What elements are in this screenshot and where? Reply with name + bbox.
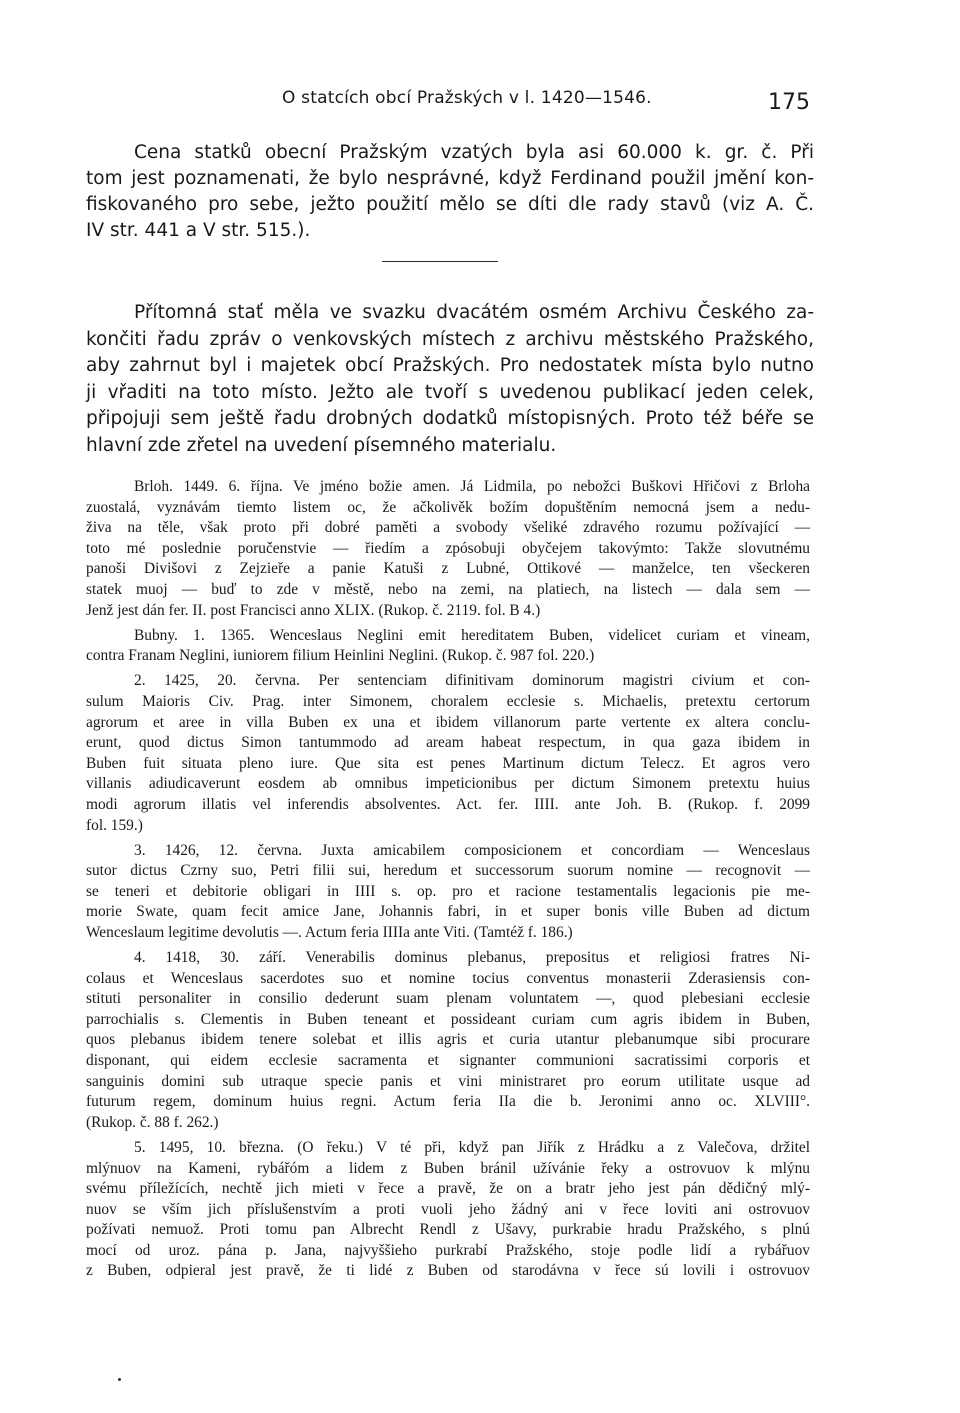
running-title: O statcích obcí Pražských v l. 1420—1546. bbox=[282, 88, 652, 108]
record-bubny-3 bbox=[86, 841, 810, 944]
text-line: stituti personaliter in consilio dederunt suam plenam voluntatem —, quod plebesiani ecclesie bbox=[86, 990, 810, 1008]
editorial-note bbox=[86, 300, 814, 459]
text-line: modi agrorum illatis vel inferendis absolventes. Act. fer. IIII. ante Joh. B. (Rukop. f. 2099 bbox=[86, 795, 810, 813]
text-line: svému příležících, nechtě jich mieti v řece a pravě, že on a bratr jeho jest pán dědičný mlý- bbox=[86, 1180, 810, 1198]
text-line: Wenceslaum legitime devolutis —. Actum feria IIIIa ante Viti. (Tamtéž f. 186.) bbox=[86, 923, 573, 941]
text-line: Brloh. 1449. 6. října. Ve jméno božie amen. Já Lidmila, po nebožci Buškovi Hřičovi z Brloha bbox=[134, 478, 810, 495]
text-line: panoši Divišovi z Zejzieře a panie Katuši z Lubné, Ottikové — manželce, ten všeckeren bbox=[86, 560, 810, 578]
text-line: disponant, qui eidem ecclesie sacramenta et signanter communioni sacratissimi corporis et bbox=[86, 1052, 810, 1070]
text-line: aby zahrnut byl i majetek obcí Pražských. Pro nedostatek místa bylo nutno bbox=[86, 355, 814, 376]
text-line: fol. 159.) bbox=[86, 816, 143, 834]
text-line: (Rukop. č. 88 f. 262.) bbox=[86, 1113, 219, 1131]
text-line: mlýnuov na Kameni, rybářóm a lidem z Buben bránil užívánie řeky a ostrovuov k mlýnu bbox=[86, 1159, 810, 1177]
text-line: Jenž jest dán fer. II. post Francisci anno XLIX. (Rukop. č. 2119. fol. B 4.) bbox=[86, 601, 541, 619]
text-line: se teneri et debitorie obligari in IIII s. op. pro et racione testamentalis legacionis pie me- bbox=[86, 882, 810, 900]
text-line: sanguinis domini sub utraque specie panis et vini ministraret pro eorum utilitate usque ad bbox=[86, 1072, 810, 1090]
text-line: 4. 1418, 30. září. Venerabilis dominus plebanus, prepositus et religiosi fratres Ni- bbox=[134, 949, 810, 967]
record-bubny-2 bbox=[86, 671, 810, 836]
text-line: parrochialis s. Clementis in Buben teneant et possideant curiam cum agris ibidem in Buben, bbox=[86, 1010, 810, 1028]
text-line: quos plebanus ibidem tenere solebat et illis agris et curia utantur plebanumque sibi procurare bbox=[86, 1031, 810, 1049]
text-line: ji vřaditi na toto místo. Ježto ale tvoří s uvedenou publikací jeden celek, bbox=[86, 381, 814, 403]
text-line: připojuji sem ještě řadu drobných dodatků místopisných. Proto též béře se bbox=[86, 408, 814, 429]
text-line: sutor dictus Czrny suo, Petri filii sui, heredum et successorum suorum nomine — recognovit — bbox=[86, 862, 810, 880]
text-line: živa na těle, však proto při dobré paměti a svobody všeliké zdravého rozumu požívající — bbox=[86, 519, 810, 537]
text-line: Buben fuit situata pleno iure. Que sita est penes Martinum dictum Telecz. Et agros vero bbox=[86, 754, 810, 772]
text-line: fiskovaného pro sebe, ježto použití mělo se díti dle rady stavů (viz A. Č. bbox=[86, 194, 814, 215]
text-line: toto mé poslednie poručenstvie — řiedím a zpósobuji obyčejem takovýmto: Takže slovutnému bbox=[86, 539, 810, 557]
text-line: Přítomná stať měla ve svazku dvacátém osmém Archivu Českého za- bbox=[134, 302, 814, 323]
record-brloh bbox=[86, 477, 810, 621]
text-line: Cena statků obecní Pražským vzatých byla asi 60.000 k. gr. č. Při bbox=[134, 142, 814, 163]
text-line: IV str. 441 a V str. 515.). bbox=[86, 220, 311, 241]
text-line: colaus et Wenceslaus sacerdotes suo et nomine tocius conventus monasterii Zderasiensis con- bbox=[86, 969, 810, 987]
text-line: hlavní zde zřetel na uvedení písemného materialu. bbox=[86, 434, 557, 456]
record-bubny-4 bbox=[86, 948, 810, 1133]
text-line: z Buben, odpieral jest pravě, že ti lidé z Buben od starodávna v řece sú lovili i ostrovuov bbox=[86, 1262, 810, 1280]
text-line: morie Swate, quam fecit amice Jane, Johannis fabri, in et super bonis ville Buben ad dictum bbox=[86, 903, 810, 921]
text-line: Bubny. 1. 1365. Wenceslaus Neglini emit hereditatem Buben, videlicet curiam et vineam, bbox=[134, 626, 810, 644]
record-bubny-5 bbox=[86, 1138, 810, 1282]
text-line: erunt, quod dictus Simon tantummodo ad aream habeat respectum, in qua gaza ibidem in bbox=[86, 734, 810, 752]
text-line: sulum Maioris Civ. Prag. inter Simonem, choralem ecclesie s. Michaelis, pretextu certorum bbox=[86, 692, 810, 710]
text-line: tom jest poznamenati, že bylo nesprávné, když Ferdinand použil jmění kon- bbox=[86, 168, 814, 189]
text-line: 3. 1426, 12. června. Juxta amicabilem composicionem et concordiam — Wenceslaus bbox=[134, 841, 810, 859]
text-line: zuostalá, vyznávám tiemto listem oc, že ačkolivěk božím dopuštěním nemocná jsem a nedu- bbox=[86, 498, 810, 516]
record-bubny-1 bbox=[86, 626, 810, 667]
print-speck bbox=[118, 1378, 121, 1381]
text-line: 2. 1425, 20. června. Per sentenciam difinitivam dominorum magistri civium et con- bbox=[134, 672, 810, 690]
intro-paragraph bbox=[86, 140, 814, 244]
records-section bbox=[86, 477, 810, 1287]
text-line: nuov se vším jich příslušenstvím a proti vuoli jeho žádný ani v řece loviti ani ostrovuov bbox=[86, 1200, 810, 1218]
text-line: futurum regem, dominum huius regni. Actum feria IIa die b. Jeronimi anno oc. XLVIII°. bbox=[86, 1093, 810, 1111]
section-separator bbox=[382, 261, 498, 262]
text-line: končiti řadu zpráv o venkovských místech z archivu městského Pražského, bbox=[86, 328, 814, 350]
text-line: villanis adiudicaverunt eosdem ab omnibus impeticionibus per dictum Simonem pretextu huius bbox=[86, 775, 810, 793]
text-line: mocí od uroz. pána p. Jana, najvyššieho purkrabí Pražského, stoje podle lidí a rybářuov bbox=[86, 1241, 810, 1259]
text-line: 5. 1495, 10. března. (O řeku.) V té při, když pan Jiřík z Hrádku a z Valečova, držitel bbox=[134, 1138, 810, 1156]
text-line: contra Franam Neglini, iuniorem filium Heinlini Neglini. (Rukop. č. 987 fol. 220.) bbox=[86, 647, 595, 665]
text-line: agrorum et aree in villa Buben ex una et ibidem villanorum parte vertente ex altera conclu- bbox=[86, 713, 810, 731]
text-line: požívati nemuož. Proti tomu pan Albrecht Rendl z Ušavy, purkrabie hradu Pražského, s plnú bbox=[86, 1221, 810, 1239]
text-line: statek muoj — buď to zde v městě, nebo na zemi, na platiech, na listech — dala sem — bbox=[86, 580, 810, 598]
page-number: 175 bbox=[768, 90, 810, 115]
